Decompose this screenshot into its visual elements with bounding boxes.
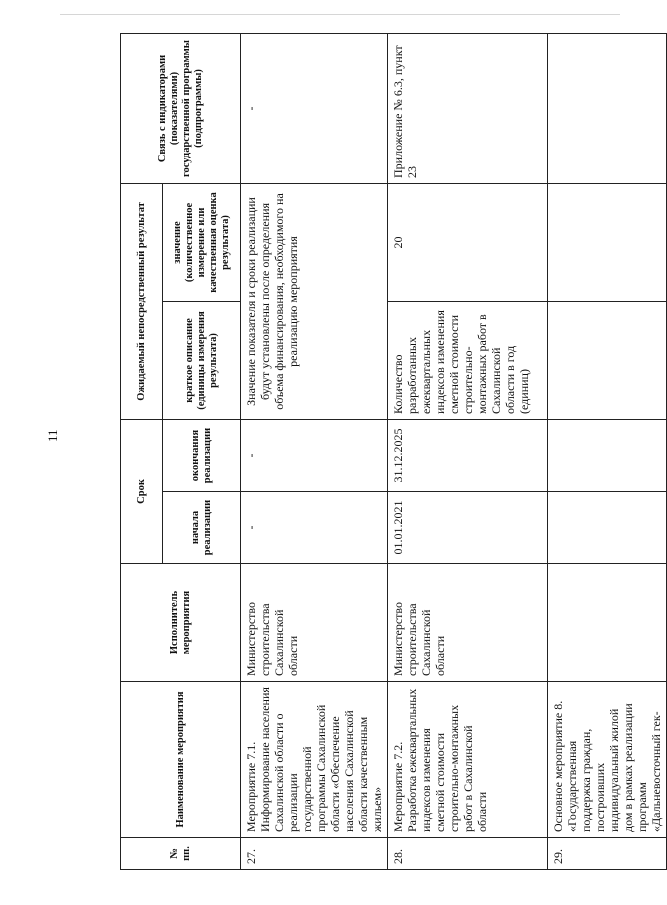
- row-start: 01.01.2021: [388, 492, 548, 564]
- header-link: Связь с индикаторами (показателями) государственной программы (подпрограммы): [121, 33, 241, 183]
- row-start: -: [241, 492, 388, 564]
- row-name: Мероприятие 7.2. Разработка ежеквартальных индексов изменения сметной стоимости строительно-монтажных работ в Сахалинской области: [388, 682, 548, 838]
- header-term-start: начала реализации: [163, 492, 241, 564]
- rotated-table-container: [120, 34, 663, 870]
- row-end: -: [241, 419, 388, 491]
- row-num: 28.: [388, 838, 548, 870]
- row-name: Основное мероприятие 8. «Государственная поддержка граждан, построивших индивидуальный жилой дом в рамках реализации программ «Дальневосточный гек-: [548, 682, 667, 838]
- header-name: Наименование мероприятия: [121, 682, 241, 838]
- table-row: [388, 33, 548, 869]
- header-result-value: значение (количественное измерение или качественная оценка результата): [163, 183, 241, 301]
- row-executor: Министерство строительства Сахалинской области: [241, 564, 388, 682]
- row-result-value: 20: [388, 183, 548, 301]
- row-executor: [548, 564, 667, 682]
- table-row: [548, 33, 667, 869]
- row-name: Мероприятие 7.1. Информирование населения Сахалинской области о реализации государственной программы Сахалинской области «Обеспечение населения Сахалинской области качественным жильем»: [241, 682, 388, 838]
- row-end: [548, 419, 667, 491]
- row-result-desc: Количество разработанных ежеквартальных индексов изменения сметной стоимости строительно-монтажных работ в Сахалинской области в год (единиц): [388, 301, 548, 419]
- row-start: [548, 492, 667, 564]
- row-executor: Министерство строительства Сахалинской области: [388, 564, 548, 682]
- row-end: 31.12.2025: [388, 419, 548, 491]
- row-link: [548, 33, 667, 183]
- row-num: 29.: [548, 838, 667, 870]
- row-result-desc: [548, 301, 667, 419]
- row-num: 27.: [241, 838, 388, 870]
- header-executor: Исполнитель мероприятия: [121, 564, 241, 682]
- header-result-desc: краткое описание (единицы измерения результата): [163, 301, 241, 419]
- row-result-merged: Значение показателя и сроки реализации будут установлены после определения объема финансирования, необходимого на реализацию мероприятия: [241, 183, 388, 419]
- row-result-value: [548, 183, 667, 301]
- scan-edge-line: [60, 14, 620, 15]
- table-header-row-1: [121, 33, 163, 869]
- header-term-end: окончания реализации: [163, 419, 241, 491]
- header-num: № пп.: [121, 838, 241, 870]
- row-link: Приложение № 6.3, пункт 23: [388, 33, 548, 183]
- header-term: Срок: [121, 419, 163, 563]
- header-result: Ожидаемый непосредственный результат: [121, 183, 163, 419]
- measures-table: [120, 33, 667, 870]
- row-link: -: [241, 33, 388, 183]
- table-row: [241, 33, 388, 869]
- page-number: 11: [45, 429, 60, 442]
